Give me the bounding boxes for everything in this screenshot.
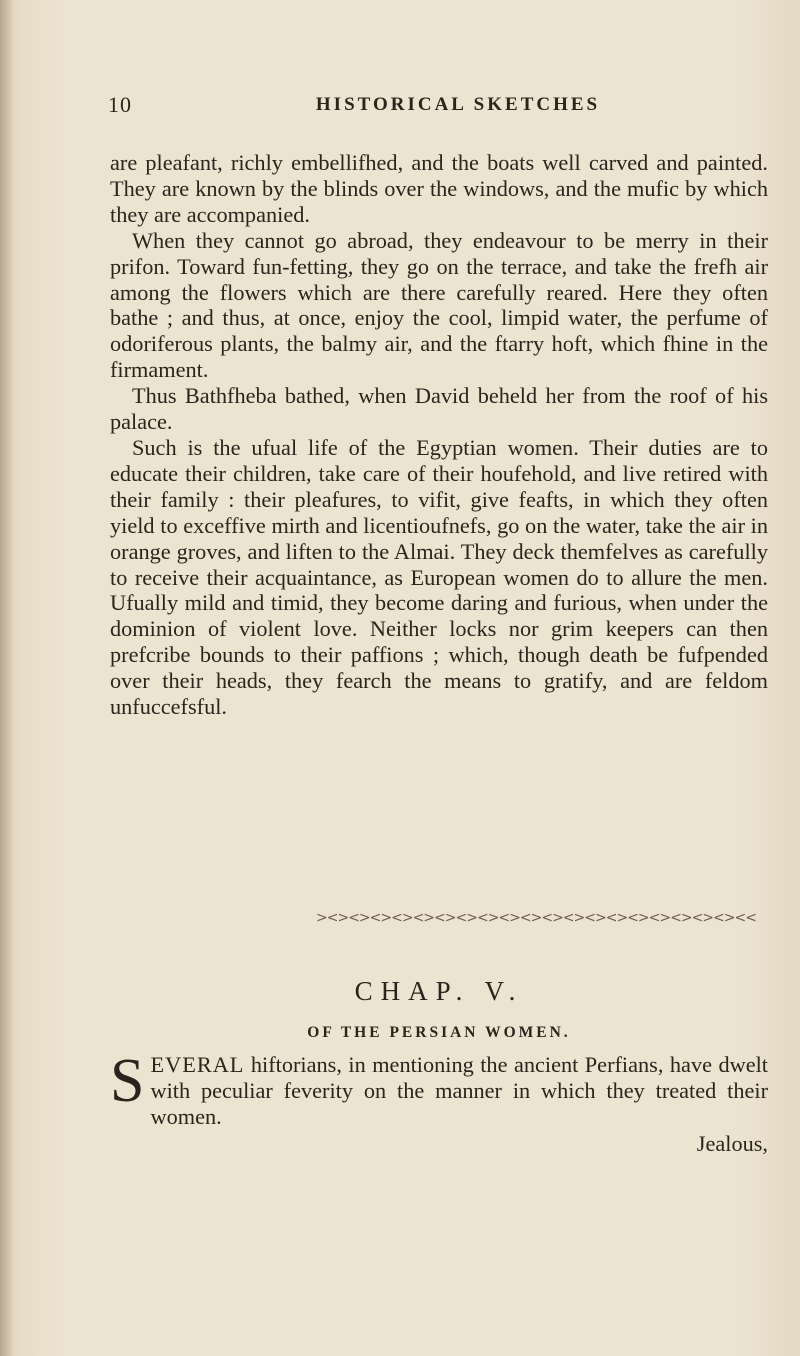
paragraph-1: are pleafant, richly embellifhed, and the boats well carved and painted. They are known by the blinds over the windows, and the mufic by which they are accompanied.: [110, 150, 768, 227]
drop-cap: S: [110, 1047, 145, 1115]
paragraph-3: Thus Bathfheba bathed, when David beheld her from the roof of his palace.: [110, 383, 768, 435]
chapter-opening-paragraph: [110, 1047, 768, 1130]
catchword: Jealous,: [696, 1131, 768, 1156]
body-text: [110, 150, 768, 720]
paragraph-2: When they cannot go abroad, they endeavour to be merry in their prifon. Toward fun-fetting, they go on the terrace, and take the frefh air among the flowers which are there carefully reared. Here they often bathe ; and thus, at once, enjoy the cool, limpid water, the perfume of odoriferous plants, the balmy air, and the ftarry hoft, which fhine in the firmament.: [110, 227, 768, 383]
page-number: 10: [108, 92, 132, 117]
chapter-text: hiftorians, in mentioning the ancient Perfians, have dwelt with peculiar feverity on the manner in which they treated their women.: [150, 1052, 768, 1129]
gutter-shadow: [0, 0, 14, 1356]
running-title: HISTORICAL SKETCHES: [315, 94, 601, 115]
running-head: [108, 92, 768, 122]
chapter-subtitle: OF THE PERSIAN WOMEN.: [307, 1024, 571, 1041]
section-ornament: ><><><><><><><><><><><><><><><><><><><><<: [316, 910, 756, 926]
paragraph-4: Such is the ufual life of the Egyptian women. Their duties are to educate their children, take care of their houfehold, and live retired with their family : their pleafures, to vifit, give feafts, in which they often yield to exceffive mirth and licentioufnefs, go on the water, take the air in orange groves, and liften to the Almai. They deck themfelves as carefully to receive their acquaintance, as European women do to allure the men. Ufually mild and timid, they become daring and furious, when under the dominion of violent love. Neither locks nor grim keepers can then prefcribe bounds to their paffions ; which, though death be fufpended over their heads, they fearch the means to gratify, and are feldom unfuccefsful.: [110, 434, 768, 720]
opening-word: EVERAL: [150, 1052, 245, 1077]
chapter-title: CHAP. V.: [354, 976, 524, 1006]
